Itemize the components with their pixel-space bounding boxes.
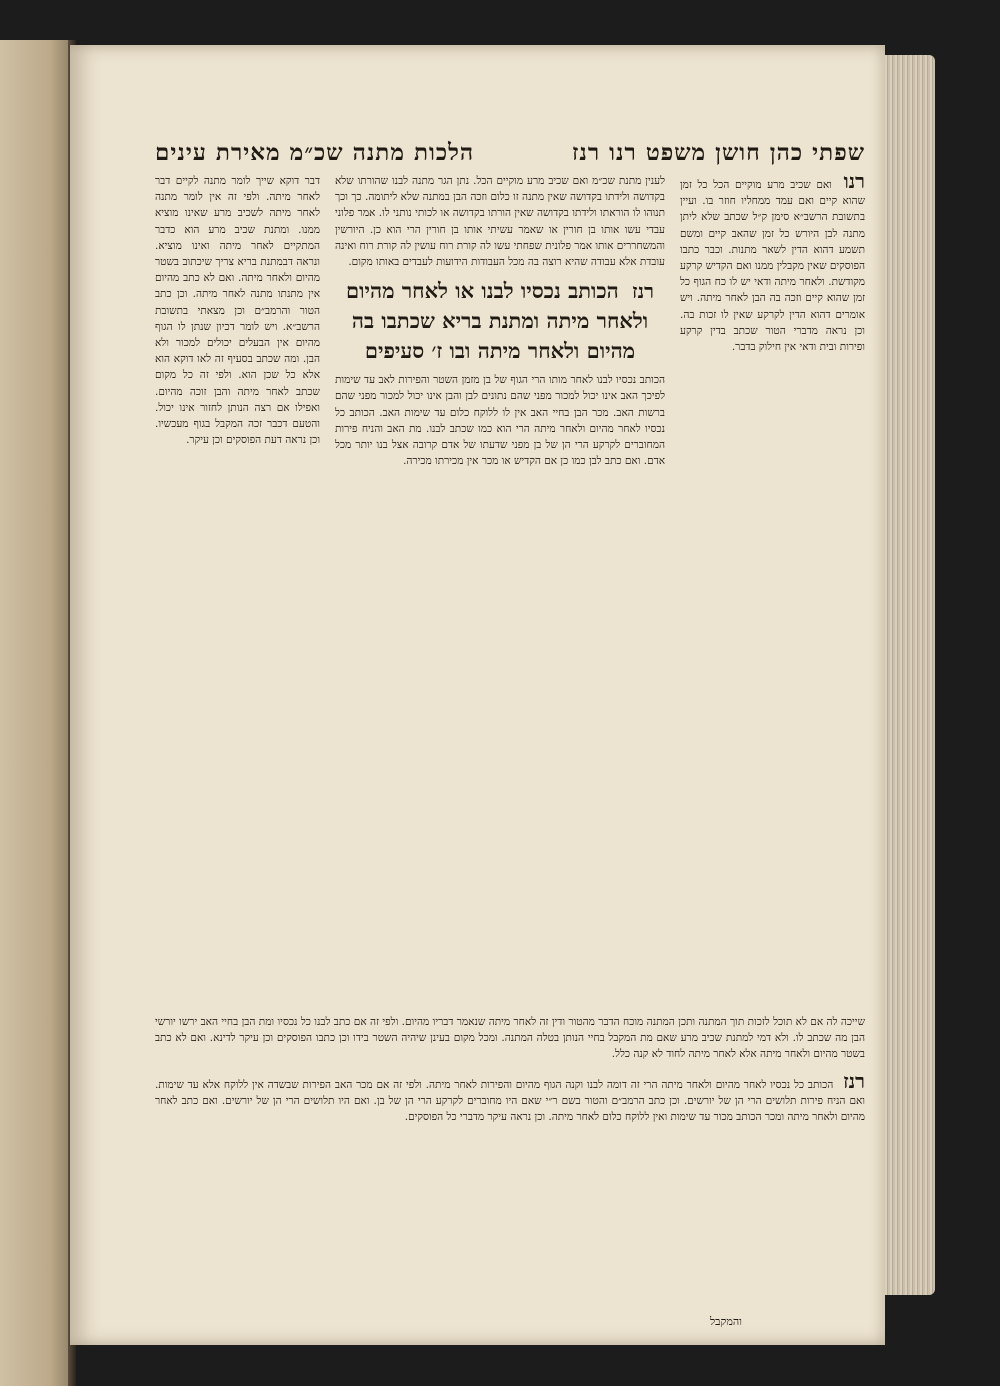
main-text-column (335, 173, 665, 993)
running-head-left: הלכות מתנה שכ״מ מאירת עינים (155, 138, 475, 166)
commentary-column-right (680, 173, 865, 783)
section-marker: רנז (632, 279, 654, 304)
commentary-column-left (155, 173, 320, 993)
commentary-text: דבר דוקא שייך לומר מתנה לקיים דבר לאחר מיתה. ולפי זה אין לומר מתנה לאחר מיתה לשכיב מרע שאינו מוציא ממנו. ומתנת שכיב מרע הוא כדבר המתקיים לאחר מיתה ואינו מוציא. ונראה דבמתנת בריא צריך שיכתוב בשטר מהיום ולאחר מיתה. ואם לא כתב מהיום אין מתנתו מתנה לאחר מיתה. וכן כתב הטור והרמב״ם וכן מצאתי בתשובת הרשב״א. ויש לומר דכיון שנתן לו הגוף מהיום אין הבעלים יכולים למכור ולא הבן. ומה שכתב בסעיף זה לאו דוקא הוא אלא כל שכן הוא. ולפי זה כל מקום שכתב לאחר מיתה והבן זוכה מהיום. ואפילו אם רצה הנותן לחזור אינו יכול. והטעם דכבר זכה המקבל בגוף מעכשיו. וכן נראה דעת הפוסקים וכן עיקר. (155, 175, 320, 447)
facing-page-edge (0, 40, 72, 1386)
running-head (155, 135, 865, 169)
running-head-right: שפתי כהן חושן משפט רנו רנז (571, 138, 865, 166)
section-heading (335, 276, 665, 366)
catchword: והמקבל (710, 1315, 742, 1328)
book-page (70, 45, 885, 1345)
main-text-bottom: הכותב נכסיו לבנו לאחר מותו הרי הגוף של בן מזמן השטר והפירות לאב עד שימות לפיכך האב אינו יכול למכור מפני שהם נתונים לבן והבן אינו יכול למכור מפני שהם ברשות האב. מכר הבן בחיי האב אין לו ללוקח כלום עד שימות האב. הכותב כל נכסיו לאחר מהיום ולאחר מיתה הרי הוא כמו שכתב לבנו. מת האב והניח פירות המחוברים לקרקע הרי הן של בן מפני שדעתו של אדם קרובה אצל בנו יותר מכל אדם. ואם כתב לבן כמו כן אם הקדיש או מכר אין מכירתו מכירה. (335, 374, 665, 468)
bottom-text-top: שייכה לה אם לא תוכל לזכות תוך המתנה ותכן המתנה מוכח הדבר מהטור ודין זה לאחר מיתה שנאמר דבריו מהיום. ולפי זה אם כתב לבנו כל נכסיו ומת הבן בחיי האב ירשו יורשי הבן מה שכתב לו. ולא דמי למתנת שכיב מרע שאם מת המקבל בחיי הנותן בטלה המתנה. ומכל מקום בעינן שיהיה השטר בידו וכן כתבו הפוסקים וכן עיקר לדינא. ואם לא כתב בשטר מהיום ולאחר מיתה אלא לאחר מיתה לחוד לא קנה כלל. (155, 1015, 865, 1060)
main-text-top: לענין מתנת שכ״מ ואם שכיב מרע מוקיים הכל. נתן הגר מתנה לבנו שהורתו שלא בקדושה ולידתו בקדושה שאין מתנה זו כלום וזכה הבן במתנה שלא ליתומה. כך וכך תנוהו לו הוראתו ולידתו בקדושה שאין הורתו בקדושה או לכותי נותני לו. אמר פלוני עבדי עשו אותו בן חורין או שאמר עשיתי אותו בן חורין הרי הוא כן. היורשין והמשחררים אותו אמר פלונית שפחתי עשו לה קורת רוח עושין לה קורת רוח ואינה עובדת אלא עבודה שהיא רוצה בה מכל העבודות הידועות לעבדים באותו מקום. (335, 175, 665, 269)
section-marker: רנז (843, 1068, 865, 1093)
section-heading-text: הכותב נכסיו לבנו או לאחר מהיום ולאחר מיתה ומתנת בריא שכתבו בה מהיום ולאחר מיתה ובו ז׳ סעיפים (346, 278, 649, 364)
section-marker: רנו (843, 173, 865, 193)
commentary-text: ואם שכיב מרע מוקיים הכל כל זמן שהוא קיים ואם עמד ממחליו חוזר בו. ועיין בתשובת הרשב״א סימן ק״ל שכתב שלא ליתן מתנה לבן היורש כל זמן שהאב קיים ומשם תשמע דהוא הדין לשאר מתנות. וכבר כתבו הפוסקים שאין מקבלין ממנו ואם הקדיש קרקע מקודשת. ולאחר מיתה ודאי יש לו כח הגוף כל זמן שהוא קיים וזכה בה הבן לאחר מיתה. ויש אומרים דהוא הדין לקרקע שאין לו זכות בה. וכן נראה מדברי הטור שכתב בדין קרקע ופירות ובית ודאי אין חילוק בדבר. (680, 179, 865, 354)
bottom-commentary-block (155, 1003, 865, 1323)
bottom-text-bottom: הכותב כל נכסיו לאחר מהיום ולאחר מיתה הרי זה דומה לבנו וקנה הגוף מהיום והפירות לאחר מיתה. ולפי זה אם מכר האב הפירות שבשדה אין ללוקח אלא עד שימות. ואם הניח פירות תלושים הרי הן של יורשים. וכן כתב הרמב״ם והטור בשם ר״י שאם היו מחוברים לקרקע הרי הן של בן. ואם היו תלושים הרי הן של יורשים. ואם כתב לאחר מהיום ולאחר מיתה ומכר הכותב מכור עד שימות ואין ללוקח כלום לאחר מיתה. וכן נראה עיקר מדברי כל הפוסקים. (155, 1078, 865, 1124)
printed-text-area (155, 123, 865, 1323)
bottom-text-section (155, 1068, 865, 1126)
